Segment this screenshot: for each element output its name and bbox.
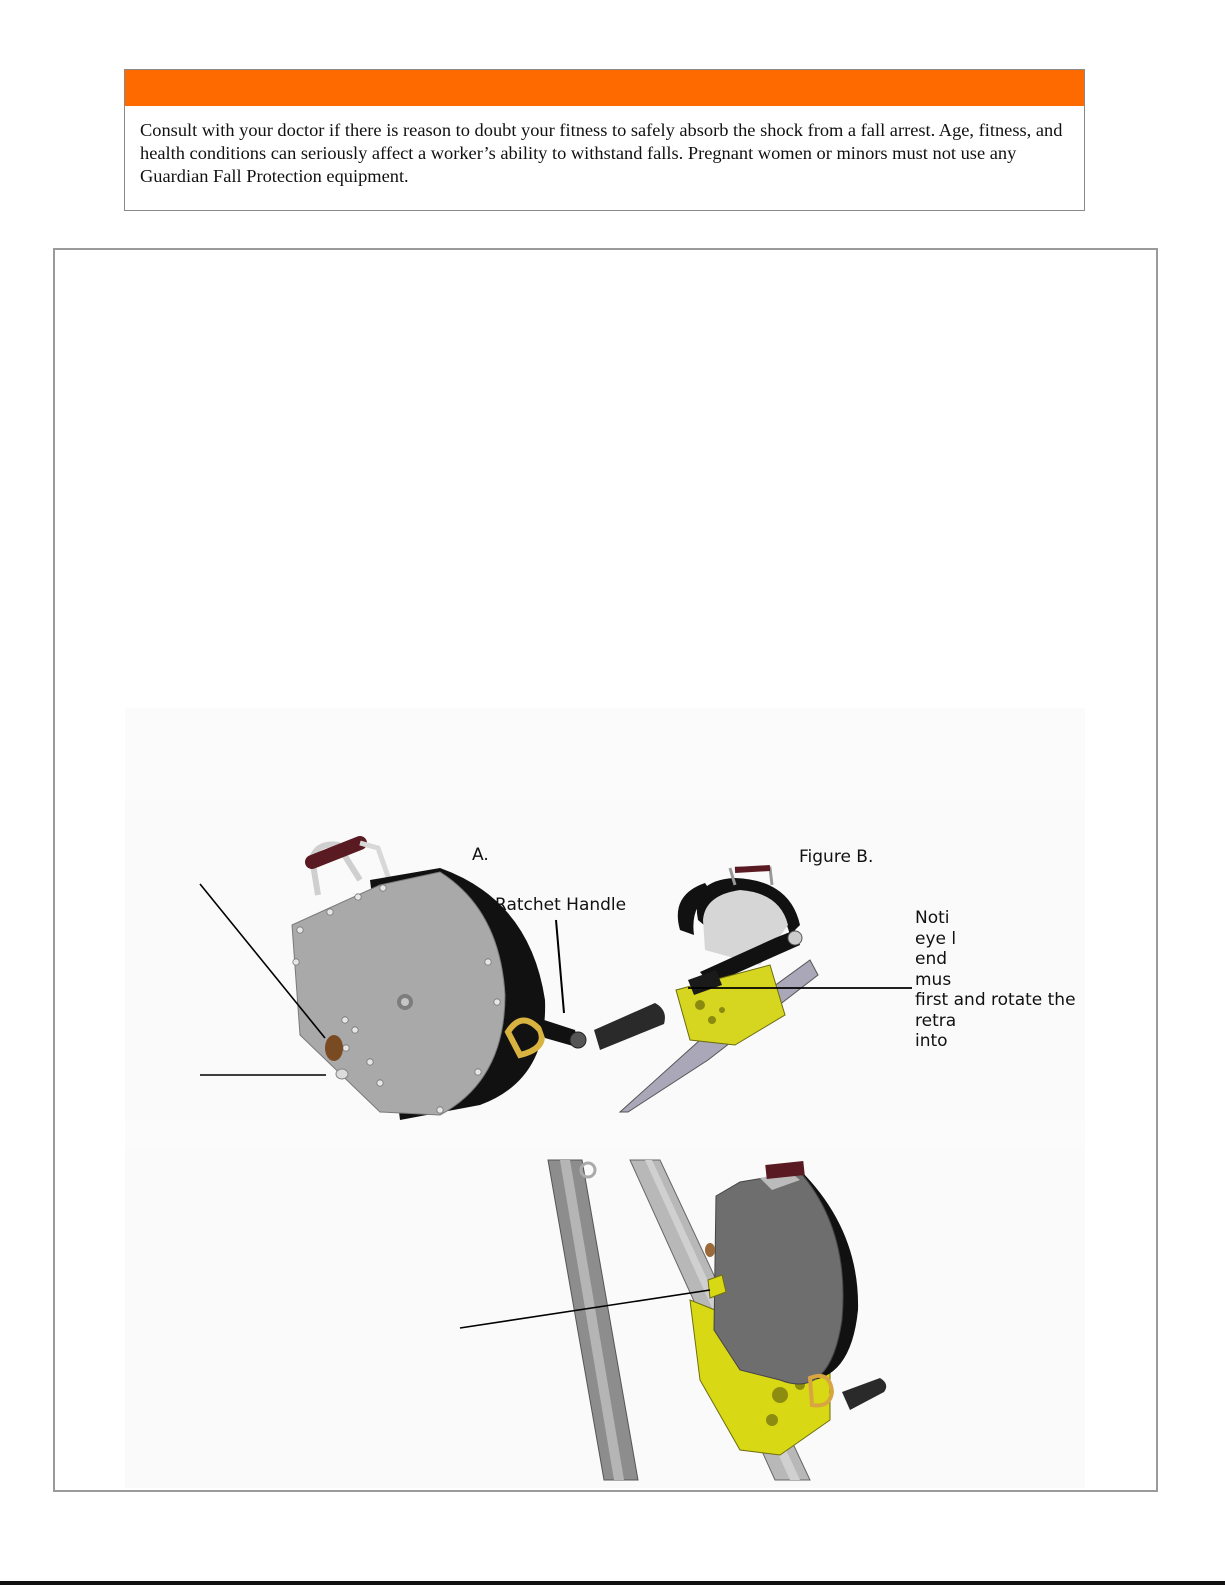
figure-c-tripod-mount [460, 1160, 886, 1480]
figure-b-mounted-unit [620, 868, 912, 1112]
ratchet-handle-label: Ratchet Handle [495, 895, 627, 915]
note-line: mus [915, 969, 952, 990]
note-line: Noti [915, 908, 950, 928]
figure-a-label-fragment: A. [472, 845, 489, 865]
warning-text: Consult with your doctor if there is reason to doubt your fitness to safely absorb the shock from a fall arrest. Age, fitness, and health conditions can seriously affect a worker’s ability to withstand falls. Pregnant women or minors must not use any Guardian Fall Protection equipment. [140, 120, 1063, 186]
page-bottom-rule [0, 1581, 1225, 1585]
figure-a-retractable-unit [200, 843, 665, 1120]
note-line: eye l [915, 928, 957, 949]
figure-b-note [915, 908, 1076, 1052]
figure-b-label: Figure B. [799, 847, 874, 867]
note-line: end [915, 949, 948, 969]
note-line: into [915, 1031, 948, 1051]
note-line: first and rotate the [915, 990, 1076, 1010]
note-line: retra [915, 1010, 957, 1031]
